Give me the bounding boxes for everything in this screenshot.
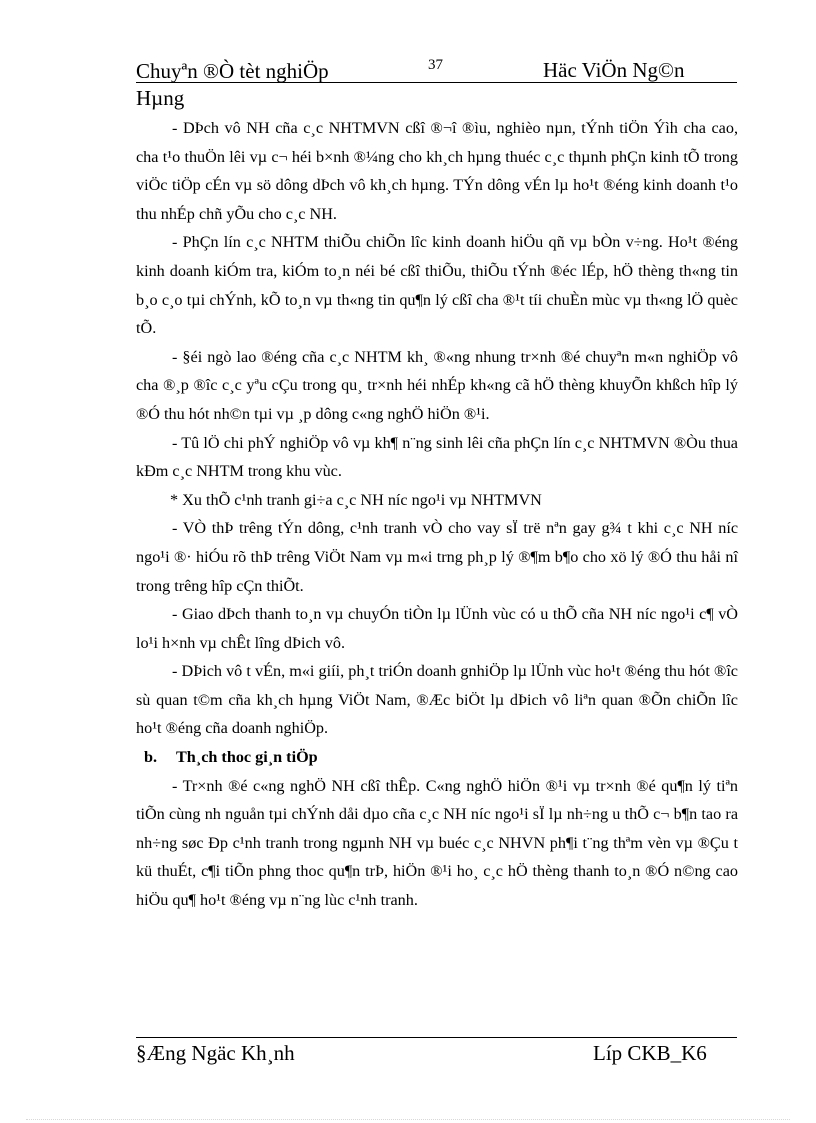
- header-title-right-cont: Hµng: [136, 86, 185, 110]
- header-rule: [136, 82, 737, 83]
- paragraph: - Tr×nh ®é c«ng nghÖ NH cßî thÊp. C«ng nghÖ hiÖn ®¹i vµ tr×nh ®é qu¶n lý tiªn tiÕn cùng nh nguån tµi chÝnh dåi dµo cña c¸c NH níc ngo¹i sÏ lµ nh÷ng u thÕ c¬ b¶n tao ra nh÷ng søc Ðp c¹nh tranh trong ngµnh NH vµ buéc c¸c NHVN ph¶i t¨ng thªm vèn vµ ®Çu t kü thuÉt, c¶i tiÕn phng thoc qu¶n trÞ, hiÖn ®¹i ho¸ c¸c hÖ thèng thanh to¸n ®Ó n©ng cao hiÖu qu¶ ho¹t ®éng vµ n¨ng lùc c¹nh tranh.: [136, 776, 738, 910]
- page-number: 37: [428, 57, 443, 73]
- section-label: b.: [144, 748, 158, 767]
- paragraph: - PhÇn lín c¸c NHTM thiÕu chiÕn lîc kinh doanh hiÖu qñ vµ bÒn v÷ng. Ho¹t ®éng kinh doanh kiÓm tra, kiÓm to¸n néi bé cßî thiÕu, thiÕu tÝnh ®éc lÉp, hÖ thèng th«ng tin b¸o c¸o tµi chÝnh, kÕ to¸n vµ th«ng tin qu¶n lý cßî cha ®¹t tíi chuÈn mùc vµ th«ng lÖ quèc tÕ.: [136, 233, 738, 338]
- paragraph: - §éi ngò lao ®éng cña c¸c NHTM kh¸ ®«ng nhung tr×nh ®é chuyªn m«n nghiÖp vô cha ®¸p ®îc c¸c yªu cÇu trong qu¸ tr×nh héi nhÉp kh«ng cã hÖ thèng khuyÕn khßch hîp lý ®Ó thu hót nh©n tµi vµ ¸p dông c«ng nghÖ hiÖn ®¹i.: [136, 347, 738, 423]
- subheading-paragraph: * Xu thÕ c¹nh tranh gi÷a c¸c NH níc ngo¹i vµ NHTMVN: [170, 490, 542, 509]
- paragraph: - VÒ thÞ trêng tÝn dông, c¹nh tranh vÒ cho vay sÏ trë nªn gay g¾ t khi c¸c NH níc ngo¹i ®· hiÓu rõ thÞ trêng ViÖt Nam vµ m«i trng ph¸p lý ®¶m b¶o cho xö lý ®Ó thu håi nî trong trêng hîp cÇn thiÕt.: [136, 519, 738, 595]
- section-title: Th¸ch thoc gi¸n tiÖp: [176, 748, 318, 767]
- footer-rule: [136, 1037, 737, 1038]
- page-edge: [26, 1119, 790, 1120]
- document-body: [136, 114, 738, 915]
- footer-class: Líp CKB_K6: [593, 1041, 707, 1065]
- paragraph: - DÞich vô t vÉn, m«i giíi, ph¸t triÓn doanh gnhiÖp lµ lÜnh vùc ho¹t ®éng thu hót ®îc sù quan t©m cña kh¸ch hµng ViÖt Nam, ®Æc biÖt lµ dÞich vô liªn quan ®Õn chiÕn lîc ho¹t ®éng cña doanh nghiÖp.: [136, 662, 738, 738]
- section-heading: [136, 743, 738, 772]
- paragraph: - Tû lÖ chi phÝ nghiÖp vô vµ kh¶ n¨ng sinh lêi cña phÇn lín c¸c NHTMVN ®Òu thua kÐm c¸c NHTM trong khu vùc.: [136, 433, 738, 481]
- paragraph: - DÞch vô NH cña c¸c NHTMVN cßî ®¬î ®ìu, nghièo nµn, tÝnh tiÖn Ýìh cha cao, cha t¹o thuÖn lêi vµ c¬ héi b×nh ®¼ng cho kh¸ch hµng thuéc c¸c thµnh phÇn kinh tÕ trong viÖc tiÖp cÉn vµ sö dông dÞch vô kh¸ch hµng. TÝn dông vÉn lµ ho¹t ®éng kinh doanh t¹o thu nhÉp chñ yÕu cho c¸c NH.: [136, 119, 738, 223]
- footer-author: §Æng Ngäc Kh¸nh: [136, 1041, 295, 1065]
- header-title-left: Chuyªn ®Ò tèt nghiÖp: [136, 59, 329, 83]
- paragraph: - Giao dÞch thanh to¸n vµ chuyÓn tiÒn lµ lÜnh vùc có u thÕ cña NH níc ngo¹i c¶ vÒ lo¹i h×nh vµ chÊt lîng dÞich vô.: [136, 605, 738, 652]
- header-title-right: Häc ViÖn Ng©n: [543, 58, 685, 82]
